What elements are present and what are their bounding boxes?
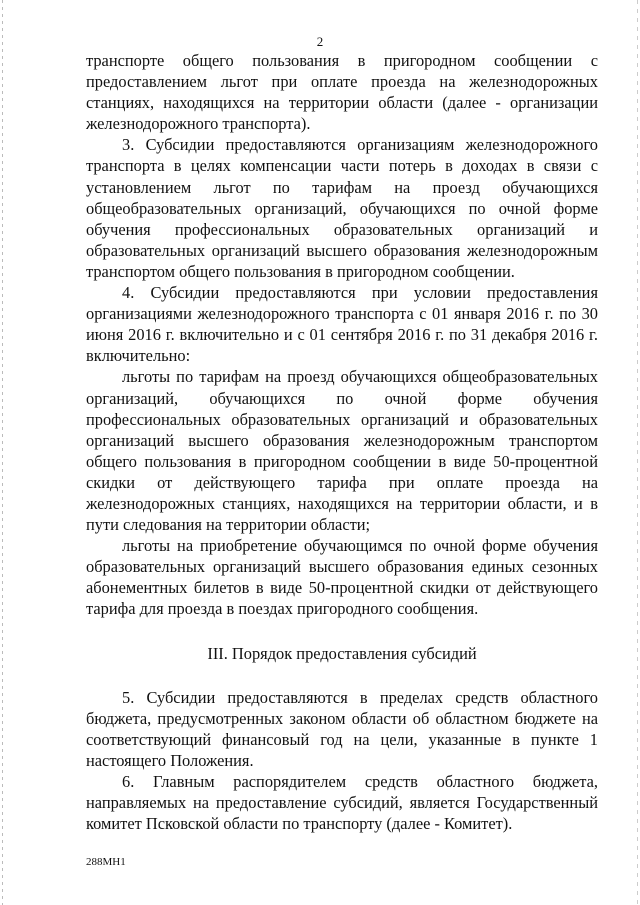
footer-document-code: 288МН1 <box>86 856 126 868</box>
page-number: 2 <box>316 34 324 49</box>
paragraph-continuation: транспорте общего пользования в пригородном сообщении с предоставлением льгот при оплате проезда на железнодорожных станциях, находящихся на территории области (далее - организации железнодорожного транспорта). <box>86 51 598 134</box>
scan-edge-left <box>2 0 3 905</box>
scan-edge-right <box>637 0 638 905</box>
section-heading: III. Порядок предоставления субсидий <box>207 643 477 663</box>
document-body <box>86 50 598 834</box>
paragraph-4: 4. Субсидии предоставляются при условии предоставления организациями железнодорожного транспорта с 01 января 2016 г. по 30 июня 2016 г. включительно и с 01 сентября 2016 г. по 31 декабря 2016 г. включительно: <box>86 283 598 366</box>
paragraph-3: 3. Субсидии предоставляются организациям железнодорожного транспорта в целях компенсации части потерь в доходах в связи с установлением льгот по тарифам на проезд обучающихся общеобразовательных организаций, обучающихся по очной форме обучения профессиональных образовательных организаций и образовательных организаций высшего образования железнодорожным транспортом общего пользования в пригородном сообщении. <box>86 135 598 281</box>
paragraph-4-item-1: льготы по тарифам на проезд обучающихся общеобразовательных организаций, обучающихся по очной форме обучения профессиональных образовательных организаций и образовательных организаций высшего образования железнодорожным транспортом общего пользования в пригородном сообщении в виде 50-процентной скидки от действующего тарифа при оплате проезда на железнодорожных станциях, находящихся на территории области, и в пути следования на территории области; <box>86 367 598 535</box>
paragraph-5: 5. Субсидии предоставляются в пределах средств областного бюджета, предусмотренных законом области об областном бюджете на соответствующий финансовый год на цели, указанные в пункте 1 настоящего Положения. <box>86 687 598 770</box>
paragraph-6: 6. Главным распорядителем средств областного бюджета, направляемых на предоставление субсидий, является Государственный комитет Псковской области по транспорту (далее - Комитет). <box>86 772 598 834</box>
paragraph-4-item-2: льготы на приобретение обучающимся по очной форме обучения образовательных организаций высшего образования единых сезонных абонементных билетов в виде 50-процентной скидки от действующего тарифа для проезда в поездах пригородного сообщения. <box>86 536 598 619</box>
